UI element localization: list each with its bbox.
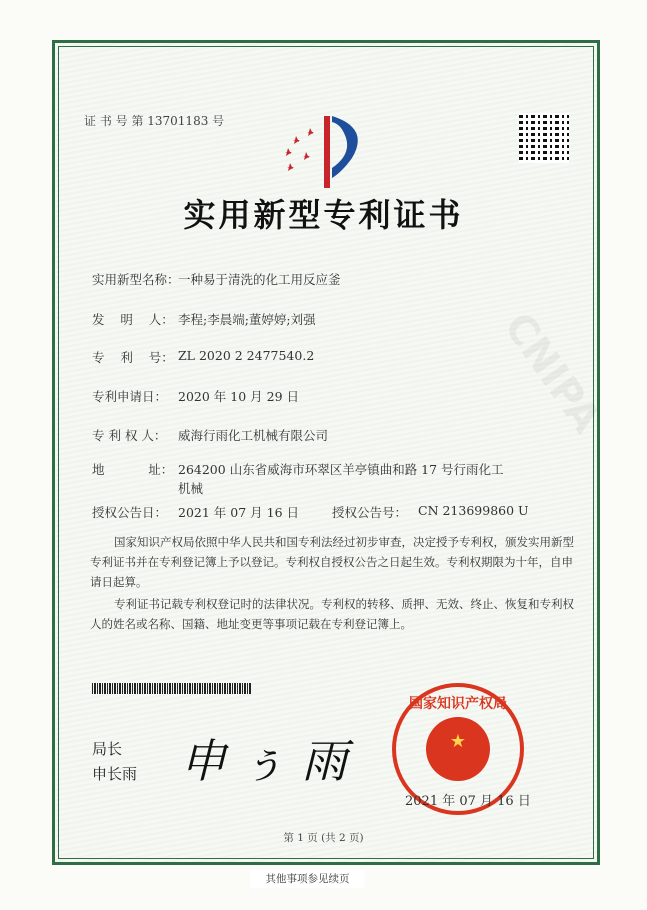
field-value: 李程;李晨端;董婷婷;刘强 — [178, 312, 316, 327]
continuation-note: 其他事项参见续页 — [250, 870, 365, 888]
field-address — [92, 460, 504, 496]
field-label: 专利申请日： — [92, 389, 168, 404]
qr-code — [519, 113, 569, 163]
field-value: CN 213699860 U — [418, 503, 529, 518]
seal-date: 2021 年 07 月 16 日 — [405, 794, 531, 809]
watermark: CNIPA — [494, 304, 610, 442]
field-value: 2020 年 10 月 29 日 — [178, 389, 299, 404]
statement-paragraph: 专利证书记载专利权登记时的法律状况。专利权的转移、质押、无效、终止、恢复和专利权人的姓名或名称、国籍、地址变更等事项记载在专利登记簿上。 — [90, 597, 574, 631]
field-label: 实用新型名称： — [92, 272, 180, 287]
cnipa-logo — [282, 108, 372, 192]
field-publication-number — [332, 503, 529, 521]
field-label: 发 明 人： — [92, 312, 174, 327]
statement-paragraph: 国家知识产权局依照中华人民共和国专利法经过初步审查，决定授予专利权，颁发实用新型专利证书并在专利登记簿上予以登记。专利权自授权公告之日起生效。专利权期限为十年，自申请日起算。 — [90, 535, 574, 589]
field-label: 专 利 权 人： — [92, 428, 167, 443]
handwritten-signature: 申 ぅ 雨 — [180, 734, 348, 788]
field-inventors — [92, 310, 316, 328]
field-value: 264200 山东省威海市环翠区羊亭镇曲和路 17 号行雨化工机械 — [178, 462, 504, 496]
field-value: 一种易于清洗的化工用反应釜 — [178, 272, 341, 287]
field-application-date — [92, 387, 299, 405]
field-grant-date — [92, 503, 299, 521]
field-value: 威海行雨化工机械有限公司 — [178, 428, 329, 443]
seal-text: 国家知识产权局 — [409, 696, 507, 712]
field-name — [92, 270, 341, 288]
certificate-number: 证 书 号 第 13701183 号 — [84, 114, 225, 128]
signatory-title: 局长 — [92, 740, 123, 758]
certificate-title: 实用新型专利证书 — [183, 196, 464, 234]
field-patentee — [92, 426, 329, 444]
barcode — [92, 683, 252, 694]
national-emblem-icon: ★ — [426, 717, 490, 781]
field-value: ZL 2020 2 2477540.2 — [178, 348, 315, 363]
field-label: 授权公告日： — [92, 505, 168, 520]
signatory-name: 申长雨 — [92, 765, 138, 783]
field-label: 地 址： — [92, 462, 174, 477]
field-label: 专 利 号： — [92, 350, 174, 365]
field-label: 授权公告号： — [332, 505, 408, 520]
field-value: 2021 年 07 月 16 日 — [178, 505, 299, 520]
field-patent-number — [92, 348, 315, 366]
page-number: 第 1 页 (共 2 页) — [283, 832, 364, 844]
